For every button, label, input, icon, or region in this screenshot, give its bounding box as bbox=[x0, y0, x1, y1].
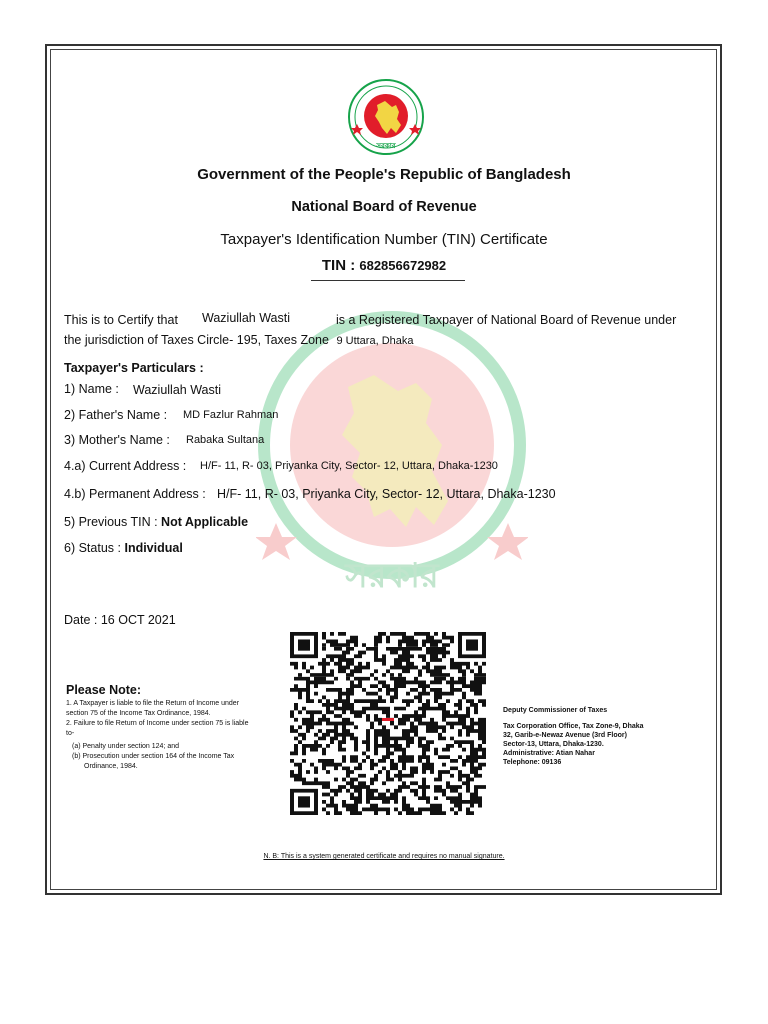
status-row bbox=[64, 541, 183, 555]
please-note-title: Please Note: bbox=[66, 683, 142, 697]
mother-value: Rabaka Sultana bbox=[186, 434, 265, 446]
page-title: Government of the People's Republic of Bangladesh bbox=[197, 166, 571, 183]
circle-value: 195 bbox=[236, 333, 258, 347]
father-label: 2) Father's Name : bbox=[64, 408, 168, 422]
certify-prefix: This is to Certify that bbox=[64, 313, 178, 327]
current-address-label: 4.a) Current Address : bbox=[64, 459, 187, 473]
qr-red-mark bbox=[382, 718, 394, 721]
footer-note bbox=[0, 853, 768, 860]
date-label: Date : bbox=[64, 613, 98, 627]
previous-tin-label: 5) Previous TIN : bbox=[64, 515, 158, 529]
certificate-name: Taxpayer's Identification Number (TIN) Certificate bbox=[220, 231, 548, 248]
particulars-heading: Taxpayer's Particulars : bbox=[64, 361, 204, 375]
note-line-3: 2. Failure to file Return of Income under section 75 is liable bbox=[66, 720, 249, 727]
note-line-1: 1. A Taxpayer is liable to file the Return of Income under bbox=[66, 700, 240, 707]
qr-modules bbox=[290, 632, 486, 815]
officer-line-5: Telephone: 09136 bbox=[503, 759, 562, 766]
permanent-address-value: H/F- 11, R- 03, Priyanka City, Sector- 12, Uttara, Dhaka-1230 bbox=[217, 487, 556, 501]
zone-value: 9 Uttara, Dhaka bbox=[336, 335, 414, 347]
seal-bottom-text: সরকার bbox=[376, 142, 396, 150]
zone-label: , Taxes Zone bbox=[257, 333, 329, 347]
watermark-seal-text: সরকার bbox=[345, 556, 439, 596]
officer-title: Deputy Commissioner of Taxes bbox=[503, 707, 608, 714]
officer-line-1: Tax Corporation Office, Tax Zone-9, Dhaka bbox=[503, 723, 644, 730]
note-line-7: Ordinance, 1984. bbox=[84, 763, 138, 770]
tin-value: 682856672982 bbox=[359, 258, 447, 273]
officer-line-2: 32, Garib-e-Newaz Avenue (3rd Floor) bbox=[503, 732, 627, 739]
status-value: Individual bbox=[124, 541, 183, 555]
date-value: 16 OCT 2021 bbox=[100, 613, 176, 627]
note-line-5: (a) Penalty under section 124; and bbox=[72, 743, 180, 750]
certify-line2 bbox=[64, 333, 414, 347]
officer-line-4: Administrative: Atian Nahar bbox=[503, 750, 595, 757]
note-line-2: section 75 of the Income Tax Ordinance, 1984. bbox=[66, 710, 211, 717]
previous-tin-value: Not Applicable bbox=[161, 515, 249, 529]
qr-finder-pattern bbox=[290, 789, 318, 815]
certify-name: Waziullah Wasti bbox=[202, 311, 290, 325]
current-address-value: H/F- 11, R- 03, Priyanka City, Sector- 12, Uttara, Dhaka-1230 bbox=[200, 460, 498, 472]
date-row bbox=[64, 613, 176, 627]
bangladesh-govt-seal-icon bbox=[347, 78, 425, 156]
officer-line-3: Sector-13, Uttara, Dhaka-1230. bbox=[503, 741, 604, 748]
tin-row bbox=[0, 257, 768, 274]
certify-middle: is a Registered Taxpayer of National Board of Revenue under bbox=[336, 313, 677, 327]
father-value: MD Fazlur Rahman bbox=[183, 409, 279, 421]
tin-label: TIN : bbox=[321, 257, 356, 274]
qr-finder-pattern bbox=[458, 632, 486, 658]
permanent-address-label: 4.b) Permanent Address : bbox=[64, 487, 206, 501]
page-subtitle: National Board of Revenue bbox=[291, 199, 477, 215]
footer-note-text: N. B: This is a system generated certificate and requires no manual signature. bbox=[263, 853, 505, 860]
qr-code bbox=[290, 632, 486, 815]
circle-prefix: the jurisdiction of Taxes Circle- bbox=[64, 333, 234, 347]
tin-underline bbox=[311, 280, 465, 281]
previous-tin-row bbox=[64, 515, 248, 529]
status-label: 6) Status : bbox=[64, 541, 121, 555]
note-line-4: to- bbox=[66, 730, 75, 737]
mother-label: 3) Mother's Name : bbox=[64, 433, 170, 447]
name-label: 1) Name : bbox=[64, 382, 119, 396]
name-value: Waziullah Wasti bbox=[133, 383, 221, 397]
note-line-6: (b) Prosecution under section 164 of the Income Tax bbox=[72, 753, 235, 760]
qr-finder-pattern bbox=[290, 632, 318, 658]
